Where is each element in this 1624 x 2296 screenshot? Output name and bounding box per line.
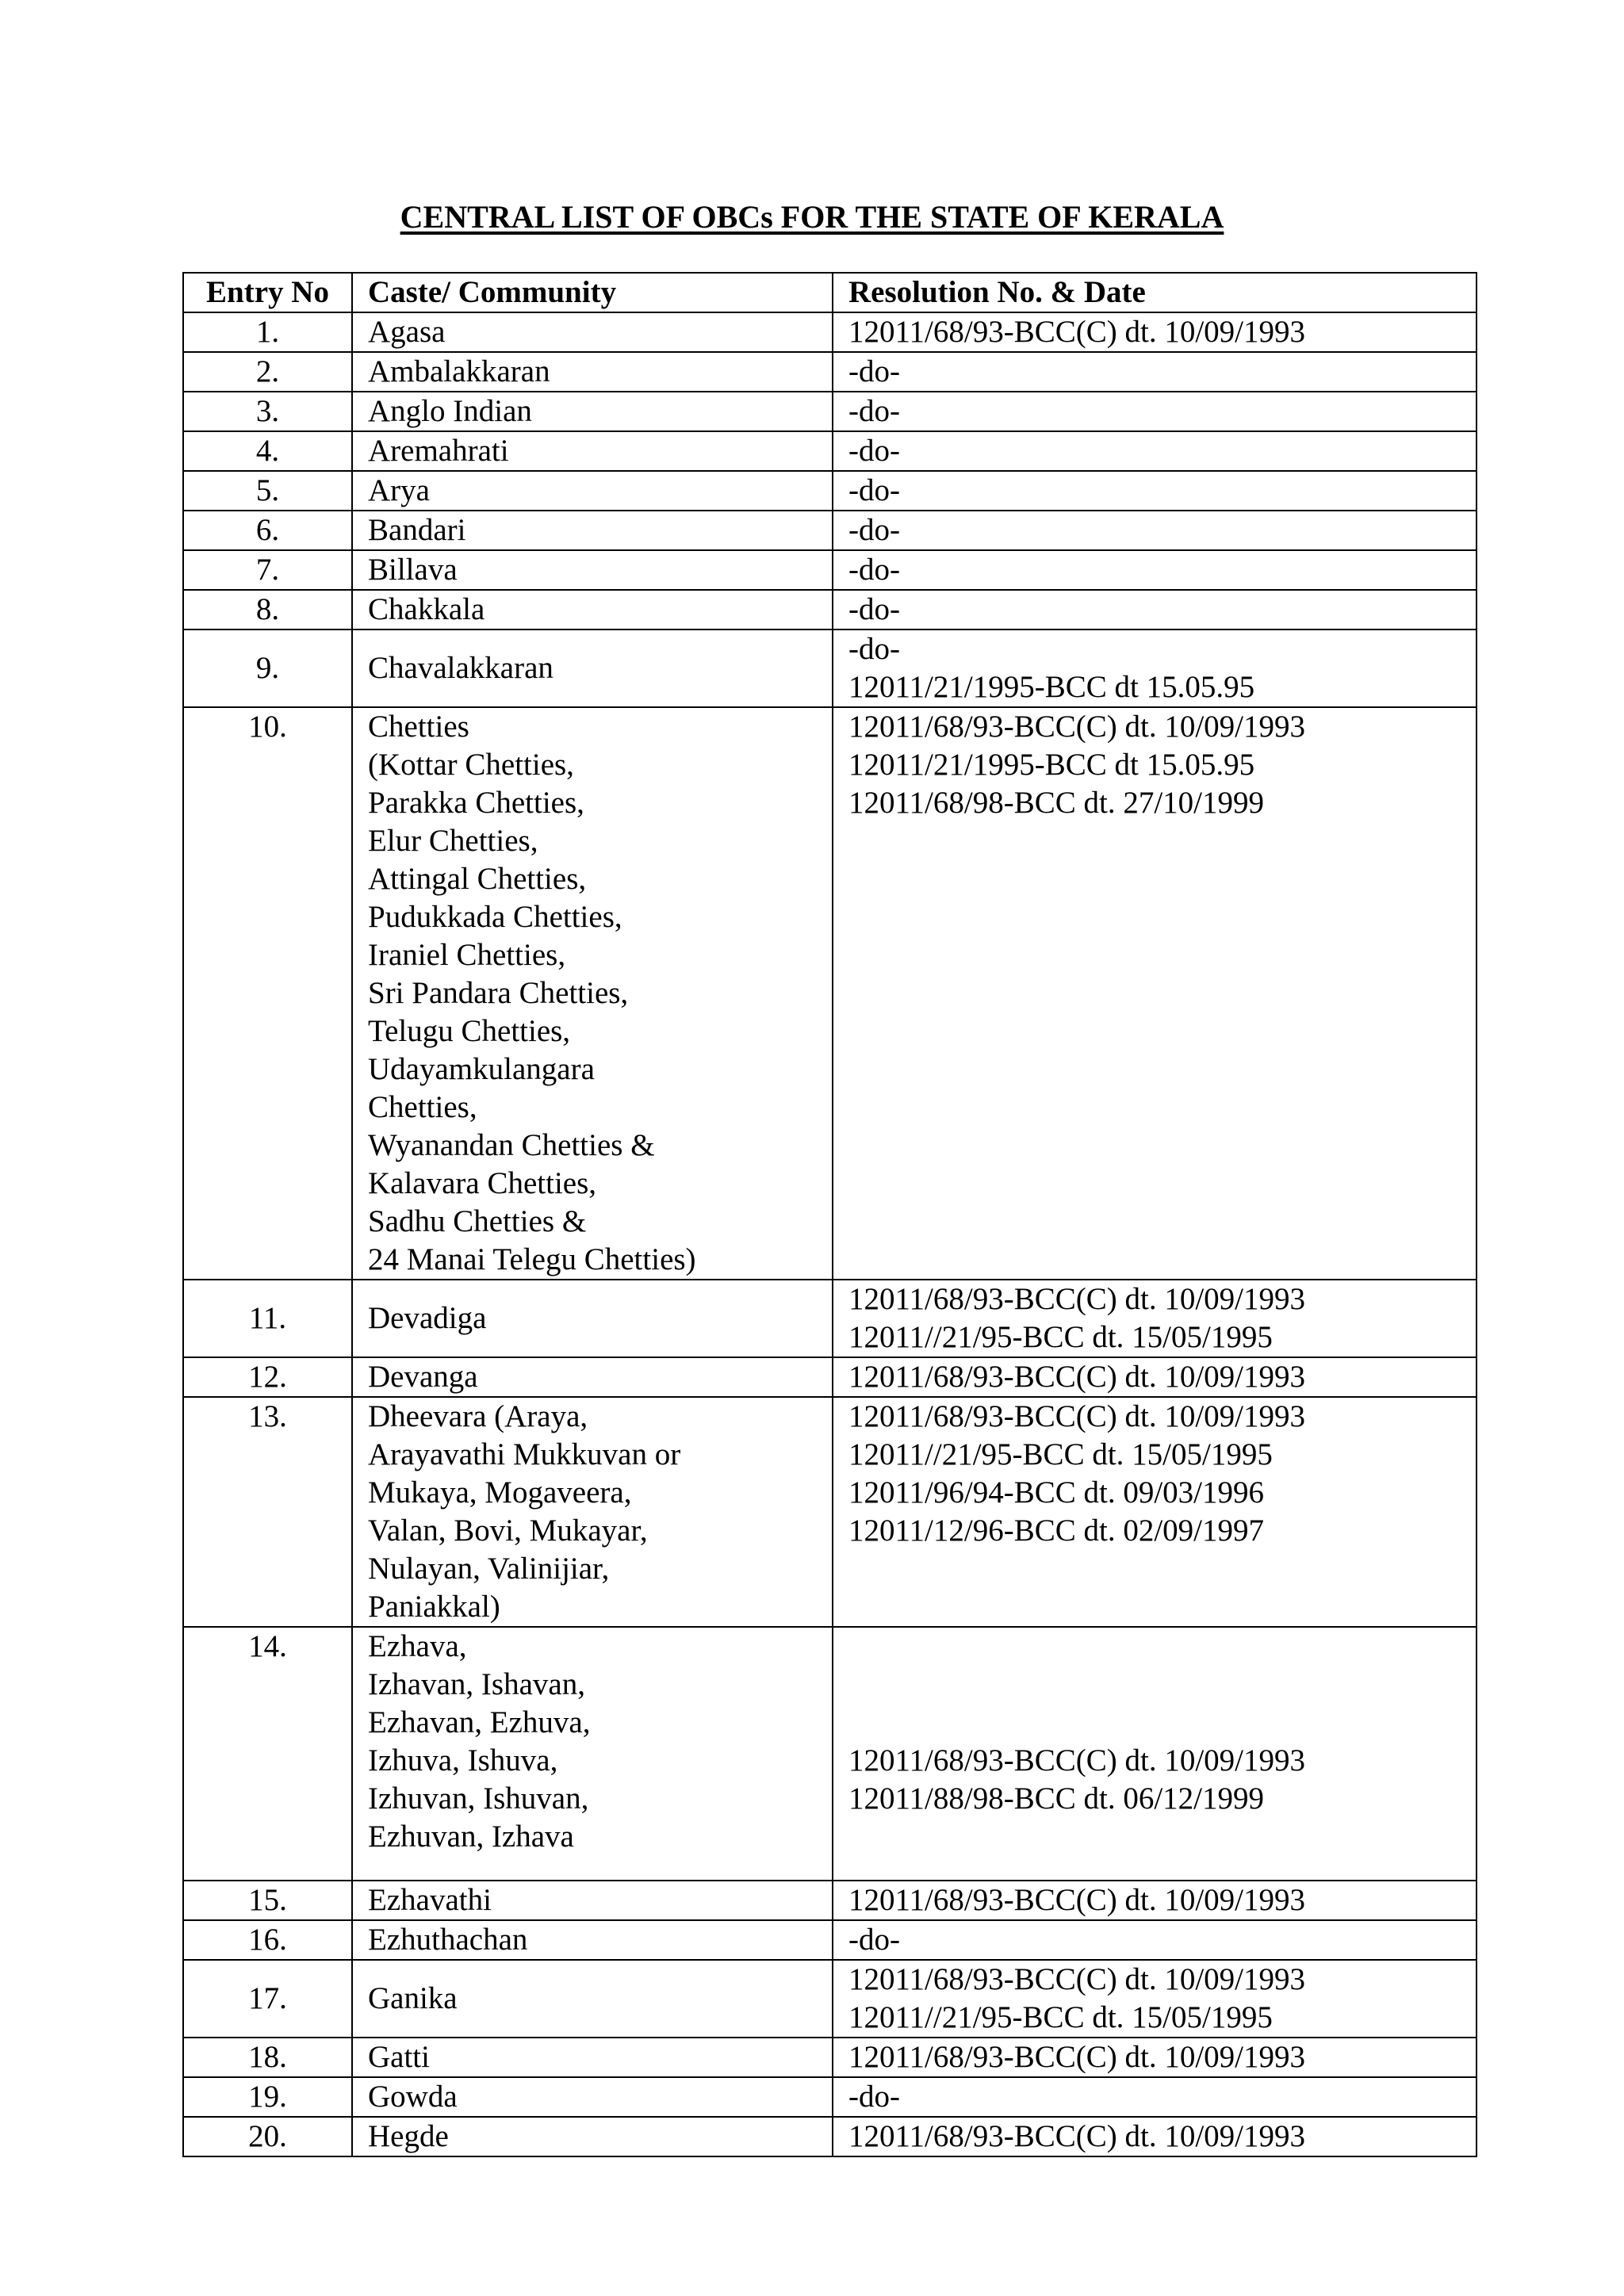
cell-line: -do-	[848, 592, 900, 626]
entry-number-text: 1.	[255, 315, 280, 349]
cell-line: 12011//21/95-BCC dt. 15/05/1995	[848, 1320, 1273, 1354]
cell-line: -do-	[848, 632, 900, 666]
entry-number-text: 9.	[255, 651, 280, 685]
entry-number-text: 15.	[248, 1883, 287, 1917]
cell-line: 12011/96/94-BCC dt. 09/03/1996	[848, 1475, 1265, 1510]
cell-line: Izhavan, Ishavan,	[368, 1667, 585, 1701]
obc-table	[182, 272, 1477, 2157]
entry-number-text: 18.	[248, 2040, 287, 2074]
table-row	[183, 1357, 1477, 1397]
cell-line: Ambalakkaran	[368, 354, 550, 388]
header-resolution: Resolution No. & Date	[833, 273, 1477, 312]
entry-number	[183, 352, 352, 392]
table-row	[183, 707, 1477, 1280]
entry-number	[183, 392, 352, 431]
cell-line: 12011/68/93-BCC(C) dt. 10/09/1993	[848, 1282, 1305, 1316]
entry-number-text: 12.	[248, 1360, 287, 1394]
cell-line: 12011/68/93-BCC(C) dt. 10/09/1993	[848, 1883, 1305, 1917]
cell-line: Izhuva, Ishuva,	[368, 1743, 558, 1777]
cell-line: Ezhuthachan	[368, 1923, 528, 1957]
cell-line: 12011//21/95-BCC dt. 15/05/1995	[848, 1437, 1273, 1471]
entry-number	[183, 2038, 352, 2077]
resolution-date	[833, 1280, 1477, 1357]
table-header-row	[183, 273, 1477, 312]
cell-line: Gowda	[368, 2080, 458, 2114]
caste-community	[352, 1627, 833, 1881]
cell-line: Ezhava,	[368, 1629, 467, 1663]
resolution-date	[833, 590, 1477, 629]
resolution-date	[833, 312, 1477, 352]
cell-line: Valan, Bovi, Mukayar,	[368, 1513, 648, 1548]
table-row	[183, 312, 1477, 352]
table-row	[183, 511, 1477, 550]
cell-line: Hegde	[368, 2119, 449, 2153]
cell-line: Dheevara (Araya,	[368, 1399, 588, 1433]
caste-community	[352, 707, 833, 1280]
cell-line: Bandari	[368, 513, 466, 547]
resolution-date	[833, 471, 1477, 511]
caste-community	[352, 431, 833, 471]
caste-community	[352, 1397, 833, 1627]
cell-line: Sri Pandara Chetties,	[368, 976, 629, 1010]
entry-number-text: 8.	[255, 592, 280, 626]
cell-line: Billava	[368, 553, 458, 587]
cell-line: Gatti	[368, 2040, 430, 2074]
cell-line: 12011/68/93-BCC(C) dt. 10/09/1993	[848, 2040, 1305, 2074]
cell-line: -do-	[848, 473, 900, 507]
cell-line: Nulayan, Valinijiar,	[368, 1552, 610, 1586]
resolution-date	[833, 550, 1477, 590]
caste-community	[352, 1881, 833, 1920]
resolution-date	[833, 1397, 1477, 1627]
cell-line: Chetties,	[368, 1090, 477, 1124]
entry-number	[183, 431, 352, 471]
caste-community	[352, 511, 833, 550]
cell-line: Arya	[368, 473, 430, 507]
entry-number-text: 13.	[248, 1399, 287, 1433]
cell-line: 12011//21/95-BCC dt. 15/05/1995	[848, 2000, 1273, 2034]
entry-number	[183, 550, 352, 590]
cell-line: Iraniel Chetties,	[368, 938, 566, 972]
caste-community	[352, 2038, 833, 2077]
resolution-date	[833, 431, 1477, 471]
cell-line: 12011/68/93-BCC(C) dt. 10/09/1993	[848, 315, 1305, 349]
cell-line: 24 Manai Telegu Chetties)	[368, 1242, 696, 1276]
resolution-date	[833, 1881, 1477, 1920]
entry-number	[183, 471, 352, 511]
cell-line: 12011/68/93-BCC(C) dt. 10/09/1993	[848, 710, 1305, 744]
cell-line: -do-	[848, 434, 900, 468]
entry-number-text: 3.	[255, 394, 280, 428]
caste-community	[352, 471, 833, 511]
cell-line: Paniakkal)	[368, 1590, 500, 1624]
caste-community	[352, 1960, 833, 2038]
table-row	[183, 2038, 1477, 2077]
caste-community	[352, 1280, 833, 1357]
cell-line: Devadiga	[368, 1301, 487, 1335]
entry-number-text: 20.	[248, 2119, 287, 2153]
cell-line: Mukaya, Mogaveera,	[368, 1475, 632, 1510]
cell-line: Chavalakkaran	[368, 651, 553, 685]
table-row	[183, 1920, 1477, 1960]
resolution-date	[833, 2077, 1477, 2117]
cell-line: 12011/12/96-BCC dt. 02/09/1997	[848, 1513, 1265, 1548]
entry-number-text: 14.	[248, 1629, 287, 1663]
entry-number	[183, 2117, 352, 2156]
caste-community	[352, 629, 833, 707]
caste-community	[352, 1357, 833, 1397]
cell-line: 12011/21/1995-BCC dt 15.05.95	[848, 670, 1255, 704]
cell-line: 12011/68/93-BCC(C) dt. 10/09/1993	[848, 1743, 1305, 1777]
cell-line: 12011/68/93-BCC(C) dt. 10/09/1993	[848, 1962, 1305, 1996]
entry-number	[183, 511, 352, 550]
cell-line: Aremahrati	[368, 434, 509, 468]
table-row	[183, 629, 1477, 707]
entry-number	[183, 629, 352, 707]
entry-number-text: 2.	[255, 354, 280, 388]
caste-community	[352, 392, 833, 431]
resolution-date	[833, 1357, 1477, 1397]
resolution-date	[833, 511, 1477, 550]
cell-line: Parakka Chetties,	[368, 786, 584, 820]
cell-line: Pudukkada Chetties,	[368, 900, 622, 934]
cell-line: 12011/68/93-BCC(C) dt. 10/09/1993	[848, 1399, 1305, 1433]
resolution-date	[833, 2038, 1477, 2077]
table-row	[183, 590, 1477, 629]
header-entry-no: Entry No	[183, 273, 352, 312]
cell-line: (Kottar Chetties,	[368, 748, 574, 782]
table-row	[183, 2077, 1477, 2117]
cell-line: Arayavathi Mukkuvan or	[368, 1437, 681, 1471]
cell-line: Anglo Indian	[368, 394, 532, 428]
resolution-date	[833, 2117, 1477, 2156]
caste-community	[352, 590, 833, 629]
table-row	[183, 431, 1477, 471]
cell-line: -do-	[848, 2080, 900, 2114]
page-title: CENTRAL LIST OF OBCs FOR THE STATE OF KERALA	[400, 199, 1224, 235]
cell-line: 12011/88/98-BCC dt. 06/12/1999	[848, 1781, 1265, 1816]
resolution-date	[833, 1960, 1477, 2038]
table-row	[183, 1960, 1477, 2038]
entry-number	[183, 1881, 352, 1920]
resolution-date	[833, 707, 1477, 1280]
entry-number	[183, 312, 352, 352]
resolution-date	[833, 352, 1477, 392]
table-row	[183, 1881, 1477, 1920]
cell-line: 12011/21/1995-BCC dt 15.05.95	[848, 748, 1255, 782]
entry-number	[183, 1280, 352, 1357]
cell-line: Chakkala	[368, 592, 485, 626]
table-body	[183, 312, 1477, 2156]
entry-number	[183, 1920, 352, 1960]
entry-number-text: 5.	[255, 473, 280, 507]
cell-line: -do-	[848, 394, 900, 428]
cell-line: -do-	[848, 513, 900, 547]
entry-number	[183, 590, 352, 629]
entry-number-text: 10.	[248, 710, 287, 744]
cell-line: Elur Chetties,	[368, 824, 538, 858]
cell-line: Ganika	[368, 1981, 458, 2015]
caste-community	[352, 550, 833, 590]
table-row	[183, 1627, 1477, 1881]
entry-number-text: 4.	[255, 434, 280, 468]
cell-line: Wyanandan Chetties &	[368, 1128, 655, 1162]
entry-number-text: 6.	[255, 513, 280, 547]
entry-number	[183, 1960, 352, 2038]
cell-line: -do-	[848, 354, 900, 388]
entry-number	[183, 1627, 352, 1881]
cell-line: 12011/68/93-BCC(C) dt. 10/09/1993	[848, 1360, 1305, 1394]
entry-number	[183, 1357, 352, 1397]
table-row	[183, 550, 1477, 590]
cell-line: Attingal Chetties,	[368, 862, 587, 896]
entry-number-text: 7.	[255, 553, 280, 587]
caste-community	[352, 2077, 833, 2117]
table-row	[183, 352, 1477, 392]
cell-line: -do-	[848, 1923, 900, 1957]
entry-number-text: 11.	[248, 1301, 287, 1335]
cell-line: Izhuvan, Ishuvan,	[368, 1781, 589, 1816]
entry-number	[183, 1397, 352, 1627]
resolution-date	[833, 1920, 1477, 1960]
cell-line: 12011/68/98-BCC dt. 27/10/1999	[848, 786, 1265, 820]
cell-line: Chetties	[368, 710, 469, 744]
cell-line: Devanga	[368, 1360, 478, 1394]
caste-community	[352, 312, 833, 352]
cell-line: Ezhavan, Ezhuva,	[368, 1705, 591, 1739]
header-caste-community: Caste/ Community	[352, 273, 833, 312]
cell-line: Ezhavathi	[368, 1883, 492, 1917]
caste-community	[352, 1920, 833, 1960]
cell-line: Udayamkulangara	[368, 1052, 595, 1086]
cell-line: Telugu Chetties,	[368, 1014, 571, 1048]
cell-line: Kalavara Chetties,	[368, 1166, 597, 1200]
entry-number-text: 16.	[248, 1923, 287, 1957]
cell-line: Ezhuvan, Izhava	[368, 1820, 574, 1854]
caste-community	[352, 352, 833, 392]
table-row	[183, 1397, 1477, 1627]
cell-line: 12011/68/93-BCC(C) dt. 10/09/1993	[848, 2119, 1305, 2153]
entry-number	[183, 707, 352, 1280]
caste-community	[352, 2117, 833, 2156]
resolution-date	[833, 1627, 1477, 1881]
cell-line: Sadhu Chetties &	[368, 1204, 587, 1238]
cell-line: -do-	[848, 553, 900, 587]
table-row	[183, 1280, 1477, 1357]
entry-number	[183, 2077, 352, 2117]
entry-number-text: 17.	[248, 1981, 287, 2015]
resolution-date	[833, 392, 1477, 431]
table-row	[183, 471, 1477, 511]
resolution-date	[833, 629, 1477, 707]
table-row	[183, 392, 1477, 431]
cell-line: Agasa	[368, 315, 446, 349]
entry-number-text: 19.	[248, 2080, 287, 2114]
table-row	[183, 2117, 1477, 2156]
